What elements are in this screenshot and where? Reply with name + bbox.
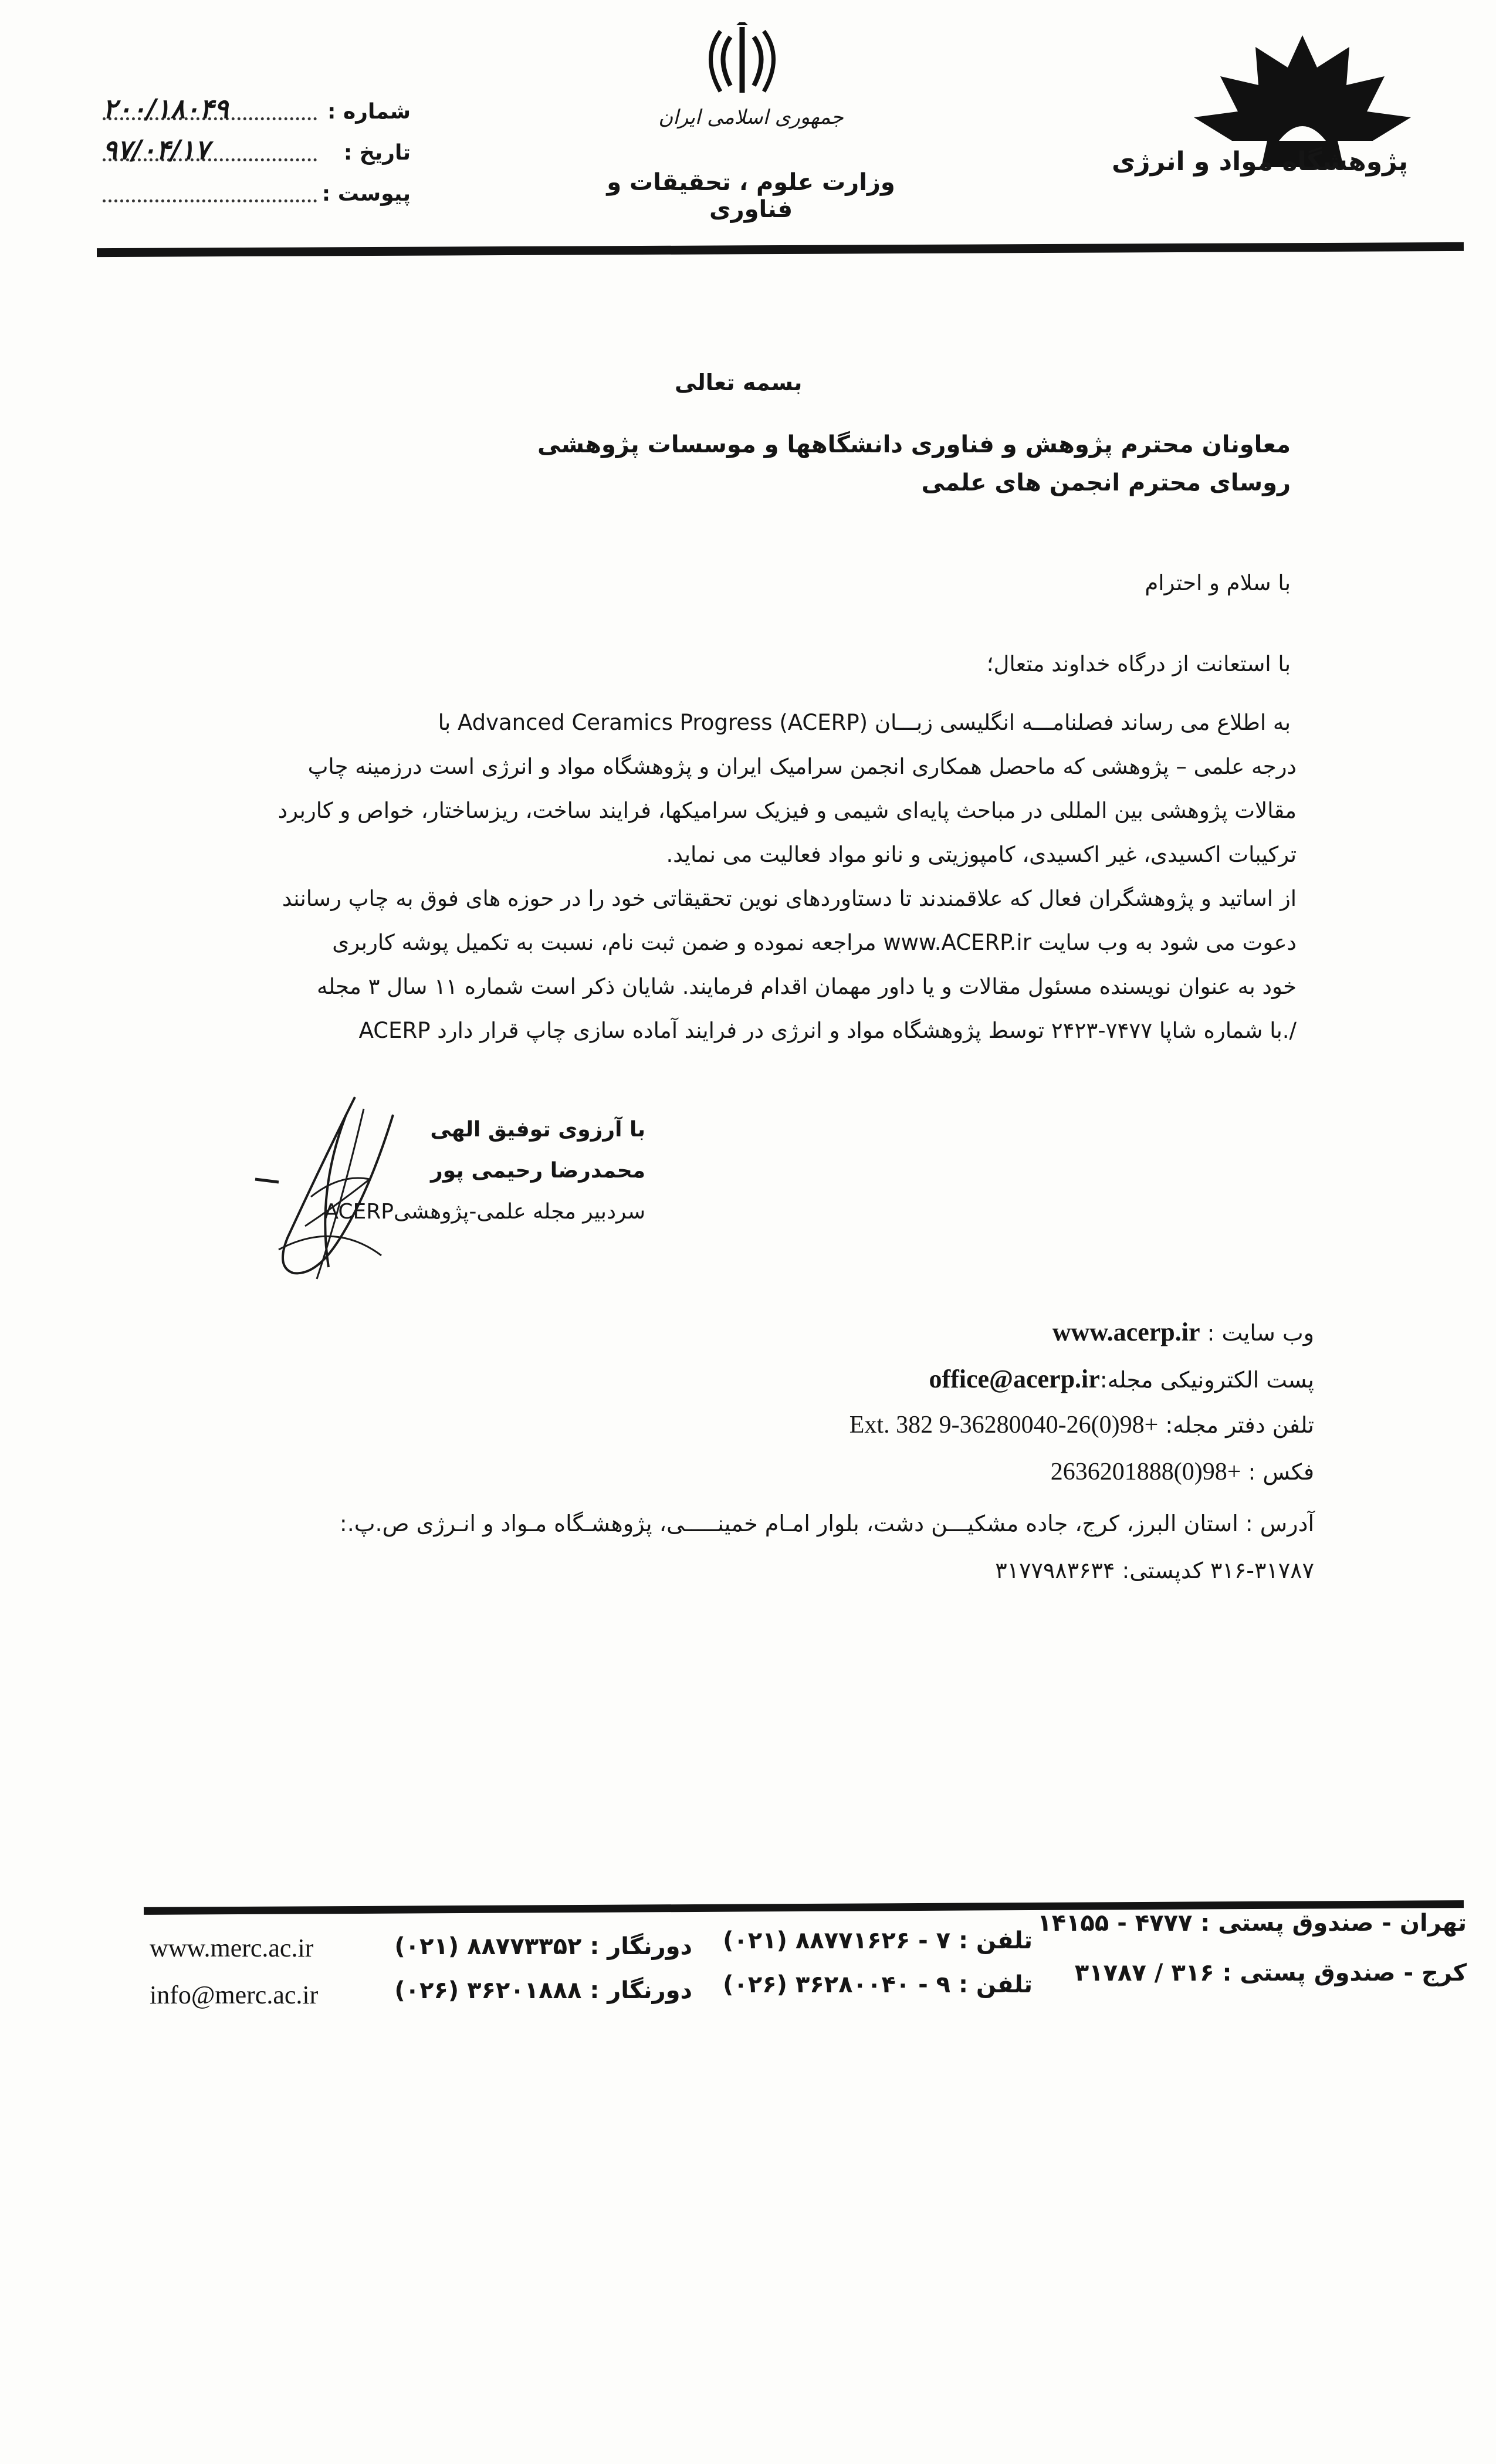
- body-line: درجه علمی – پژوهشی که ماحصل همکاری انجمن سرامیک ایران و پژوهشگاه مواد و انرژی است درزمینه چاپ: [307, 754, 1297, 779]
- republic-name: جمهوری اسلامی ایران: [658, 106, 844, 129]
- letter-attachment-row: [94, 182, 411, 216]
- addressee-line: معاونان محترم پژوهش و فناوری دانشگاهها و موسسات پژوهشی: [537, 431, 1291, 458]
- body-line: به اطلاع می رساند فصلنامـــه انگلیسی زبـــان Advanced Ceramics Progress (ACERP) با: [438, 710, 1291, 735]
- signer-name: محمدرضا رحیمی پور: [431, 1159, 645, 1183]
- signer-title: سردبیر مجله علمی-پژوهشیACERP: [324, 1200, 645, 1224]
- email-label: پست الکترونیکی مجله:: [1099, 1367, 1314, 1393]
- body-line: مقالات پژوهشی بین المللی در مباحث پایه‌ای شیمی و فیزیک سرامیکها، فرایند ساخت، ریزساختار، خواص و کاربرد: [277, 798, 1297, 823]
- header-divider: [97, 242, 1464, 257]
- dotted-line: [103, 199, 317, 202]
- institute-email-link[interactable]: info@merc.ac.ir: [150, 1981, 319, 2009]
- institute-website-link[interactable]: www.merc.ac.ir: [150, 1934, 314, 1962]
- tehran-pobox: تهران - صندوق پستی : ۴۷۷۷ - ۱۴۱۵۵: [1037, 1910, 1467, 1937]
- organization-name: پژوهشگاه مواد و انرژی: [1111, 147, 1408, 177]
- website-line: [1052, 1317, 1314, 1347]
- body-line: از اساتید و پژوهشگران فعال که علاقمندند تا دستاوردهای نوین تحقیقاتی خود را در حوزه های فوق به چاپ رسانند: [282, 886, 1297, 911]
- salutation: بسمه تعالی: [675, 370, 803, 395]
- attachment-label: پیوست :: [321, 182, 411, 206]
- journal-email-link[interactable]: office@acerp.ir: [929, 1365, 1100, 1393]
- letter-date-row: [94, 134, 411, 175]
- addressee-line: روسای محترم انجمن های علمی: [921, 469, 1291, 496]
- address-line: آدرس : استان البرز، کرج، جاده مشکیـــن دشت، بلوار امـام خمینـــــی، پژوهشـگاه مـواد و انـرژی ص.پ.:: [339, 1511, 1314, 1536]
- phone-line: [849, 1411, 1314, 1439]
- karaj-phone: تلفن : ۹ - ۳۶۲۸۰۰۴۰ (۰۲۶): [723, 1971, 1033, 1998]
- body-line: ترکیبات اکسیدی، غیر اکسیدی، کامپوزیتی و نانو مواد فعالیت می نماید.: [666, 842, 1297, 867]
- tehran-phone: تلفن : ۷ - ۸۸۷۷۱۶۲۶ (۰۲۱): [723, 1927, 1033, 1954]
- email-line: [929, 1364, 1314, 1394]
- fax-value: +98(0)2636201888: [1050, 1458, 1241, 1485]
- address-line: ۳۱۶-۳۱۷۸۷ کدپستی: ۳۱۷۷۹۸۳۶۳۴: [995, 1558, 1314, 1583]
- signature-closing: با آرزوی توفیق الهی: [430, 1118, 645, 1142]
- letter-number-row: [94, 93, 411, 134]
- website-label: وب سایت :: [1207, 1320, 1314, 1346]
- ministry-name: وزارت علوم ، تحقیقات و فناوری: [607, 169, 895, 223]
- body-line: دعوت می شود به وب سایت www.ACERP.ir مراجعه نموده و ضمن ثبت نام، نسبت به تکمیل پوشه کاربری: [332, 930, 1297, 955]
- fax-label: فکس :: [1248, 1459, 1314, 1485]
- karaj-pobox: کرج - صندوق پستی : ۳۱۶ / ۳۱۷۸۷: [1074, 1959, 1467, 1986]
- body-line: خود به عنوان نویسنده مسئول مقالات و یا داور مهمان اقدام فرمایند. شایان ذکر است شماره ۱۱ سال ۳ مجله: [317, 974, 1297, 999]
- date-value: ۹۷/۰۴/۱۷: [103, 134, 209, 165]
- body-line: ACERP با شماره شاپا ۷۴۷۷-۲۴۲۳ توسط پژوهشگاه مواد و انرژی در فرایند آماده سازی چاپ قرار دارد./: [358, 1018, 1297, 1043]
- phone-label: تلفن دفتر مجله:: [1165, 1412, 1314, 1438]
- iran-emblem-icon: [704, 22, 780, 101]
- fax-line: [1051, 1458, 1314, 1486]
- handwritten-signature: [252, 1091, 422, 1285]
- number-value: ۲۰۰/۱۸۰۴۹: [103, 93, 229, 124]
- karaj-fax: دورنگار : ۳۶۲۰۱۸۸۸ (۰۲۶): [394, 1977, 692, 2004]
- date-label: تاریخ :: [343, 141, 411, 165]
- tehran-fax: دورنگار : ۸۸۷۷۳۳۵۲ (۰۲۱): [394, 1933, 692, 1960]
- journal-website-link[interactable]: www.acerp.ir: [1052, 1318, 1200, 1346]
- opening-line: با استعانت از درگاه خداوند متعال؛: [986, 651, 1291, 676]
- greeting: با سلام و احترام: [1145, 570, 1291, 595]
- number-label: شماره :: [327, 100, 411, 124]
- phone-value: +98(0)26-36280040-9 Ext. 382: [849, 1412, 1159, 1439]
